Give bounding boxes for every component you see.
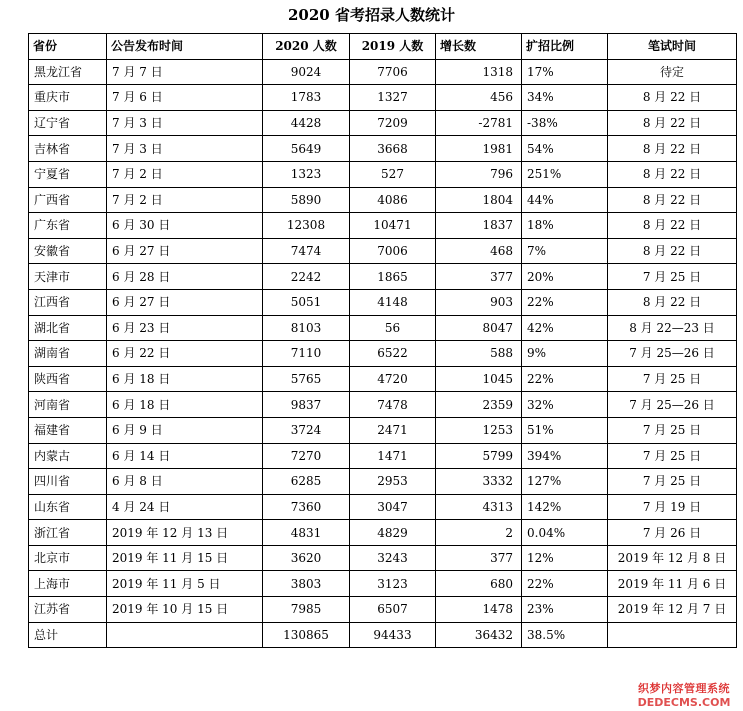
- announce-date-cell: 6 月 28 日: [107, 264, 263, 290]
- growth-cell: 588: [436, 341, 522, 367]
- growth-cell: 1804: [436, 187, 522, 213]
- table-row: [29, 366, 737, 392]
- table-row: [29, 417, 737, 443]
- table-row: [29, 85, 737, 111]
- province-cell: 重庆市: [29, 85, 107, 111]
- growth-cell: 1253: [436, 417, 522, 443]
- growth-cell: 1478: [436, 597, 522, 623]
- count-2019-cell: 3243: [350, 545, 436, 571]
- expansion-rate-cell: 22%: [522, 366, 608, 392]
- province-cell: 宁夏省: [29, 161, 107, 187]
- count-2020-cell: 7270: [263, 443, 350, 469]
- total-growth-cell: 36432: [436, 622, 522, 648]
- province-cell: 河南省: [29, 392, 107, 418]
- table-row: [29, 494, 737, 520]
- expansion-rate-cell: 12%: [522, 545, 608, 571]
- growth-cell: 456: [436, 85, 522, 111]
- total-row: [29, 622, 737, 648]
- province-cell: 四川省: [29, 469, 107, 495]
- exam-date-cell: 8 月 22—23 日: [608, 315, 737, 341]
- count-2019-cell: 4148: [350, 289, 436, 315]
- announce-date-cell: 6 月 23 日: [107, 315, 263, 341]
- exam-date-cell: 7 月 25—26 日: [608, 392, 737, 418]
- header-exam-date: 笔试时间: [608, 34, 737, 60]
- table-row: [29, 571, 737, 597]
- announce-date-cell: 2019 年 11 月 15 日: [107, 545, 263, 571]
- exam-date-cell: 7 月 26 日: [608, 520, 737, 546]
- count-2020-cell: 1323: [263, 161, 350, 187]
- announce-date-cell: 7 月 6 日: [107, 85, 263, 111]
- expansion-rate-cell: 0.04%: [522, 520, 608, 546]
- count-2019-cell: 7209: [350, 110, 436, 136]
- table-row: [29, 469, 737, 495]
- province-cell: 天津市: [29, 264, 107, 290]
- count-2020-cell: 6285: [263, 469, 350, 495]
- count-2019-cell: 6507: [350, 597, 436, 623]
- watermark-text: 织梦内容管理系统: [638, 682, 730, 695]
- expansion-rate-cell: 51%: [522, 417, 608, 443]
- exam-date-cell: 8 月 22 日: [608, 289, 737, 315]
- growth-cell: 8047: [436, 315, 522, 341]
- table-row: [29, 597, 737, 623]
- province-cell: 江西省: [29, 289, 107, 315]
- expansion-rate-cell: 7%: [522, 238, 608, 264]
- announce-date-cell: 7 月 7 日: [107, 59, 263, 85]
- count-2020-cell: 4428: [263, 110, 350, 136]
- table-row: [29, 161, 737, 187]
- header-row: [29, 34, 737, 60]
- count-2020-cell: 5765: [263, 366, 350, 392]
- count-2020-cell: 9024: [263, 59, 350, 85]
- exam-date-cell: 2019 年 12 月 8 日: [608, 545, 737, 571]
- announce-date-cell: 6 月 9 日: [107, 417, 263, 443]
- exam-date-cell: 8 月 22 日: [608, 187, 737, 213]
- count-2020-cell: 7110: [263, 341, 350, 367]
- count-2020-cell: 3803: [263, 571, 350, 597]
- table-row: [29, 341, 737, 367]
- province-cell: 浙江省: [29, 520, 107, 546]
- province-cell: 上海市: [29, 571, 107, 597]
- count-2020-cell: 8103: [263, 315, 350, 341]
- exam-date-cell: 7 月 25 日: [608, 264, 737, 290]
- total-count-2019-cell: 94433: [350, 622, 436, 648]
- growth-cell: 903: [436, 289, 522, 315]
- exam-date-cell: 7 月 25—26 日: [608, 341, 737, 367]
- announce-date-cell: 6 月 22 日: [107, 341, 263, 367]
- announce-date-cell: 6 月 30 日: [107, 213, 263, 239]
- province-cell: 湖北省: [29, 315, 107, 341]
- count-2019-cell: 3123: [350, 571, 436, 597]
- growth-cell: 680: [436, 571, 522, 597]
- count-2020-cell: 2242: [263, 264, 350, 290]
- count-2020-cell: 4831: [263, 520, 350, 546]
- expansion-rate-cell: 394%: [522, 443, 608, 469]
- count-2019-cell: 3047: [350, 494, 436, 520]
- table-row: [29, 264, 737, 290]
- exam-date-cell: 7 月 25 日: [608, 417, 737, 443]
- announce-date-cell: 2019 年 11 月 5 日: [107, 571, 263, 597]
- exam-date-cell: 8 月 22 日: [608, 213, 737, 239]
- exam-date-cell: 7 月 19 日: [608, 494, 737, 520]
- province-cell: 湖南省: [29, 341, 107, 367]
- province-cell: 广东省: [29, 213, 107, 239]
- province-cell: 辽宁省: [29, 110, 107, 136]
- expansion-rate-cell: 9%: [522, 341, 608, 367]
- exam-date-cell: 8 月 22 日: [608, 136, 737, 162]
- province-cell: 山东省: [29, 494, 107, 520]
- count-2019-cell: 1471: [350, 443, 436, 469]
- announce-date-cell: 6 月 8 日: [107, 469, 263, 495]
- exam-date-cell: 8 月 22 日: [608, 161, 737, 187]
- count-2019-cell: 3668: [350, 136, 436, 162]
- count-2020-cell: 3620: [263, 545, 350, 571]
- announce-date-cell: 4 月 24 日: [107, 494, 263, 520]
- count-2020-cell: 5890: [263, 187, 350, 213]
- exam-date-cell: 2019 年 11 月 6 日: [608, 571, 737, 597]
- province-cell: 吉林省: [29, 136, 107, 162]
- growth-cell: 1837: [436, 213, 522, 239]
- growth-cell: 5799: [436, 443, 522, 469]
- announce-date-cell: 6 月 14 日: [107, 443, 263, 469]
- announce-date-cell: 7 月 2 日: [107, 161, 263, 187]
- expansion-rate-cell: -38%: [522, 110, 608, 136]
- growth-cell: -2781: [436, 110, 522, 136]
- province-cell: 北京市: [29, 545, 107, 571]
- count-2020-cell: 9837: [263, 392, 350, 418]
- expansion-rate-cell: 142%: [522, 494, 608, 520]
- header-announce-date: 公告发布时间: [107, 34, 263, 60]
- table-row: [29, 110, 737, 136]
- expansion-rate-cell: 54%: [522, 136, 608, 162]
- announce-date-cell: 6 月 18 日: [107, 392, 263, 418]
- count-2020-cell: 5051: [263, 289, 350, 315]
- exam-date-cell: 7 月 25 日: [608, 469, 737, 495]
- count-2020-cell: 1783: [263, 85, 350, 111]
- expansion-rate-cell: 251%: [522, 161, 608, 187]
- announce-date-cell: 7 月 3 日: [107, 136, 263, 162]
- announce-date-cell: 7 月 2 日: [107, 187, 263, 213]
- table-row: [29, 238, 737, 264]
- count-2019-cell: 2471: [350, 417, 436, 443]
- count-2019-cell: 4720: [350, 366, 436, 392]
- growth-cell: 796: [436, 161, 522, 187]
- header-2019-count: 2019 人数: [350, 34, 436, 60]
- table-row: [29, 187, 737, 213]
- expansion-rate-cell: 127%: [522, 469, 608, 495]
- growth-cell: 1981: [436, 136, 522, 162]
- expansion-rate-cell: 42%: [522, 315, 608, 341]
- growth-cell: 2: [436, 520, 522, 546]
- growth-cell: 2359: [436, 392, 522, 418]
- growth-cell: 3332: [436, 469, 522, 495]
- expansion-rate-cell: 23%: [522, 597, 608, 623]
- announce-date-cell: 6 月 18 日: [107, 366, 263, 392]
- announce-date-cell: 7 月 3 日: [107, 110, 263, 136]
- province-cell: 安徽省: [29, 238, 107, 264]
- count-2019-cell: 56: [350, 315, 436, 341]
- header-2020-count: 2020 人数: [263, 34, 350, 60]
- count-2019-cell: 7006: [350, 238, 436, 264]
- count-2019-cell: 1865: [350, 264, 436, 290]
- count-2019-cell: 4086: [350, 187, 436, 213]
- table-row: [29, 213, 737, 239]
- header-province: 省份: [29, 34, 107, 60]
- province-cell: 黑龙江省: [29, 59, 107, 85]
- growth-cell: 1045: [436, 366, 522, 392]
- total-expansion-rate-cell: 38.5%: [522, 622, 608, 648]
- province-cell: 陕西省: [29, 366, 107, 392]
- growth-cell: 377: [436, 545, 522, 571]
- exam-date-cell: 待定: [608, 59, 737, 85]
- exam-date-cell: 2019 年 12 月 7 日: [608, 597, 737, 623]
- table-row: [29, 392, 737, 418]
- table-row: [29, 545, 737, 571]
- count-2019-cell: 527: [350, 161, 436, 187]
- exam-date-cell: 8 月 22 日: [608, 238, 737, 264]
- table-row: [29, 289, 737, 315]
- count-2019-cell: 6522: [350, 341, 436, 367]
- announce-date-cell: 2019 年 12 月 13 日: [107, 520, 263, 546]
- announce-date-cell: 2019 年 10 月 15 日: [107, 597, 263, 623]
- announce-date-cell: 6 月 27 日: [107, 238, 263, 264]
- table-row: [29, 443, 737, 469]
- expansion-rate-cell: 32%: [522, 392, 608, 418]
- expansion-rate-cell: 18%: [522, 213, 608, 239]
- exam-date-cell: 8 月 22 日: [608, 85, 737, 111]
- site-watermark: [629, 680, 739, 709]
- growth-cell: 4313: [436, 494, 522, 520]
- exam-date-cell: 8 月 22 日: [608, 110, 737, 136]
- expansion-rate-cell: 20%: [522, 264, 608, 290]
- province-cell: 福建省: [29, 417, 107, 443]
- header-expansion-rate: 扩招比例: [522, 34, 608, 60]
- table-row: [29, 520, 737, 546]
- count-2020-cell: 12308: [263, 213, 350, 239]
- province-cell: 广西省: [29, 187, 107, 213]
- announce-date-cell: 6 月 27 日: [107, 289, 263, 315]
- count-2020-cell: 3724: [263, 417, 350, 443]
- expansion-rate-cell: 34%: [522, 85, 608, 111]
- total-exam-date-cell: [608, 622, 737, 648]
- watermark-domain: DEDECMS.COM: [637, 696, 731, 709]
- count-2019-cell: 1327: [350, 85, 436, 111]
- growth-cell: 468: [436, 238, 522, 264]
- page-title: 2020 省考招录人数统计: [288, 6, 455, 24]
- table-row: [29, 136, 737, 162]
- count-2020-cell: 5649: [263, 136, 350, 162]
- growth-cell: 377: [436, 264, 522, 290]
- exam-date-cell: 7 月 25 日: [608, 366, 737, 392]
- growth-cell: 1318: [436, 59, 522, 85]
- count-2019-cell: 7478: [350, 392, 436, 418]
- count-2020-cell: 7985: [263, 597, 350, 623]
- count-2019-cell: 2953: [350, 469, 436, 495]
- table-row: [29, 315, 737, 341]
- recruitment-table: [28, 33, 737, 648]
- count-2020-cell: 7360: [263, 494, 350, 520]
- total-count-2020-cell: 130865: [263, 622, 350, 648]
- count-2019-cell: 4829: [350, 520, 436, 546]
- table-row: [29, 59, 737, 85]
- count-2019-cell: 7706: [350, 59, 436, 85]
- expansion-rate-cell: 17%: [522, 59, 608, 85]
- expansion-rate-cell: 22%: [522, 571, 608, 597]
- count-2020-cell: 7474: [263, 238, 350, 264]
- header-growth: 增长数: [436, 34, 522, 60]
- province-cell: 江苏省: [29, 597, 107, 623]
- total-province-cell: 总计: [29, 622, 107, 648]
- exam-date-cell: 7 月 25 日: [608, 443, 737, 469]
- expansion-rate-cell: 22%: [522, 289, 608, 315]
- count-2019-cell: 10471: [350, 213, 436, 239]
- province-cell: 内蒙古: [29, 443, 107, 469]
- expansion-rate-cell: 44%: [522, 187, 608, 213]
- total-announce-date-cell: [107, 622, 263, 648]
